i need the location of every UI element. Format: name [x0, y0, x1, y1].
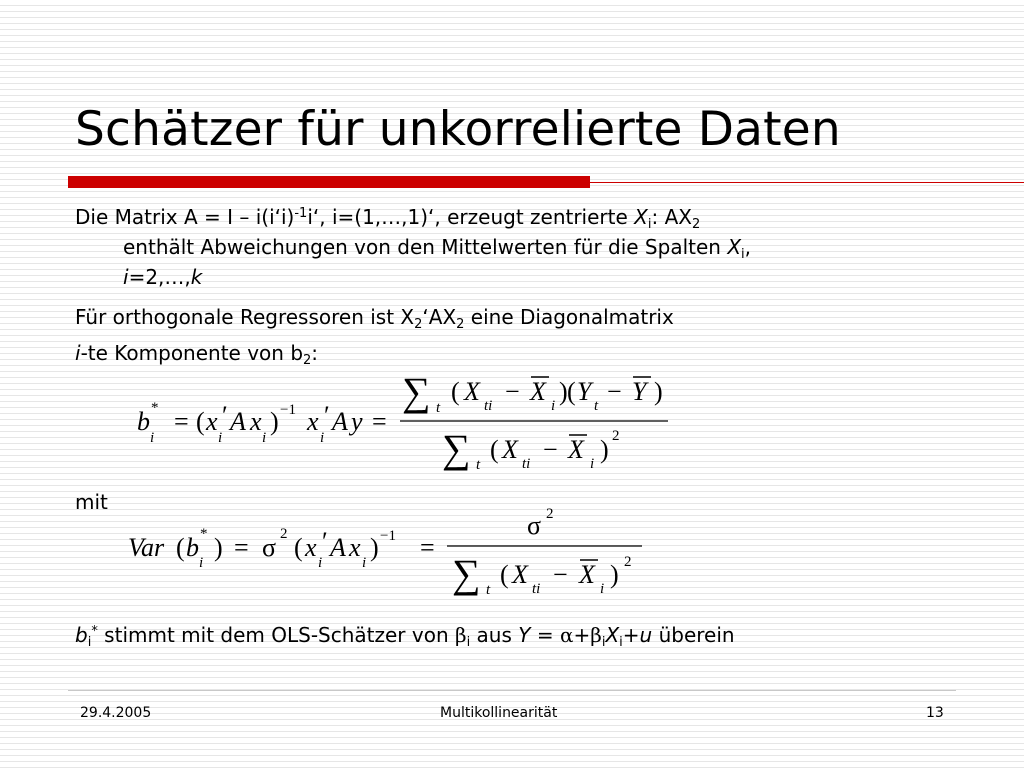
- formula-symbol: b: [137, 407, 150, 436]
- formula-symbol: =: [174, 407, 189, 436]
- formula-symbol: Y: [632, 377, 647, 406]
- formula-symbol: i: [150, 430, 155, 446]
- formula-symbol: =: [234, 533, 249, 562]
- text-fragment: +: [573, 623, 591, 647]
- formula-symbol: *: [151, 400, 159, 416]
- formula-symbol: i: [600, 581, 605, 597]
- text-fragment: β: [590, 623, 602, 647]
- formula-symbol: Y: [577, 377, 592, 406]
- formula-symbol: ): [270, 407, 279, 436]
- formula-symbol: x: [305, 533, 317, 562]
- formula-symbol: 2: [546, 506, 554, 522]
- formula-symbol: A: [330, 533, 346, 562]
- formula-symbol: i: [199, 555, 204, 571]
- text-fragment: i: [123, 265, 129, 289]
- text-fragment: k: [190, 265, 203, 289]
- formula-symbol: =: [420, 533, 435, 562]
- text-fragment: X: [605, 623, 620, 647]
- text-fragment: i‘, i=(1,…,1)‘, erzeugt zentrierte: [307, 205, 635, 229]
- formula-symbol: y: [351, 407, 363, 436]
- formula-symbol: ∑: [402, 369, 431, 414]
- formula-symbol: (: [176, 533, 185, 562]
- formula-symbol: i: [590, 456, 595, 472]
- text-fragment: i: [466, 635, 471, 650]
- formula-symbol: ): [654, 377, 663, 406]
- text-fragment: 2: [456, 317, 465, 332]
- text-fragment: stimmt mit dem OLS-Schätzer von: [97, 623, 455, 647]
- text-fragment: i: [75, 341, 81, 365]
- formula-symbol: 2: [612, 428, 620, 444]
- formula-symbol: −1: [380, 528, 396, 544]
- formula-symbol: ∑: [452, 551, 481, 596]
- text-fragment: u: [639, 623, 653, 647]
- formula-symbol: t: [436, 400, 441, 416]
- formula-symbol: X: [568, 435, 584, 464]
- formula-symbol: t: [486, 582, 491, 598]
- formula-symbol: i: [218, 430, 223, 446]
- text-fragment: X: [727, 235, 742, 259]
- formula-symbol: (: [196, 407, 205, 436]
- formula-symbol: ′: [322, 527, 328, 556]
- paragraph-ols: [75, 620, 735, 650]
- formula-symbol: ti: [484, 398, 493, 414]
- formula-symbol: ∑: [442, 426, 471, 471]
- text-fragment: 2: [691, 217, 701, 232]
- footer-topic: Multikollinearität: [440, 705, 558, 721]
- formula-symbol: x: [250, 407, 262, 436]
- text-fragment: Y: [518, 623, 531, 647]
- formula-symbol: i: [262, 430, 267, 446]
- text-fragment: 2: [414, 317, 423, 332]
- formula-symbol: x: [206, 407, 218, 436]
- text-fragment: i: [619, 635, 623, 650]
- formula-symbol: *: [200, 526, 208, 542]
- formula-symbol: −1: [280, 402, 296, 418]
- text-fragment: ‘AX: [422, 305, 457, 329]
- formula-symbol: x: [307, 407, 319, 436]
- formula-symbol: ′: [222, 401, 228, 430]
- slide-title: Schätzer für unkorrelierte Daten: [75, 102, 841, 157]
- text-fragment: +: [622, 623, 640, 647]
- formula-symbol: ): [370, 533, 379, 562]
- text-fragment: =2,…,: [128, 265, 191, 289]
- formula-symbol: −: [607, 377, 622, 406]
- formula-symbol: X: [530, 377, 546, 406]
- text-fragment: Für orthogonale Regressoren ist X: [75, 305, 415, 329]
- text-fragment: =: [530, 623, 560, 647]
- formula-symbol: −: [505, 377, 520, 406]
- formula-symbol: σ: [527, 511, 542, 540]
- footer-date: 29.4.2005: [80, 705, 152, 721]
- text-fragment: :: [311, 341, 319, 365]
- formula-symbol: X: [502, 435, 518, 464]
- formula-symbol: i: [318, 555, 323, 571]
- formula-symbol: b: [186, 533, 199, 562]
- formula-symbol: x: [349, 533, 361, 562]
- text-fragment: ,: [744, 235, 752, 259]
- text-fragment: *: [91, 624, 98, 639]
- formula-symbol: =: [372, 407, 387, 436]
- formula-symbol: (: [294, 533, 303, 562]
- text-fragment: β: [455, 623, 467, 647]
- formula-symbol: i: [320, 430, 325, 446]
- formula-symbol: 2: [280, 526, 288, 542]
- text-fragment: aus: [470, 623, 519, 647]
- text-fragment: [128, 506, 554, 571]
- text-fragment: i: [601, 635, 606, 650]
- formula-symbol: (: [567, 377, 576, 406]
- formula-symbol: ′: [324, 401, 330, 430]
- formula-symbol: A: [332, 407, 348, 436]
- formula-symbol: −: [543, 435, 558, 464]
- text-fragment: : AX: [651, 205, 692, 229]
- text-fragment: i: [741, 247, 745, 262]
- text-fragment: -1: [294, 206, 308, 221]
- label-mit: mit: [75, 490, 108, 514]
- formula-symbol: ti: [522, 456, 531, 472]
- formula-symbol: A: [230, 407, 246, 436]
- text-fragment: Die Matrix A = I – i(i‘i): [75, 205, 295, 229]
- formula-symbol: t: [594, 398, 599, 414]
- text-fragment: α: [559, 623, 574, 647]
- formula-symbol: σ: [262, 533, 277, 562]
- formula-symbol: X: [579, 560, 595, 589]
- formula-symbol: ): [214, 533, 223, 562]
- text-fragment: i: [87, 635, 92, 650]
- text-fragment: überein: [652, 623, 735, 647]
- text-fragment: X: [634, 205, 648, 229]
- text-fragment: [452, 551, 632, 598]
- footer-page-number: 13: [926, 705, 944, 721]
- formula-symbol: i: [551, 398, 556, 414]
- formula-symbol: ): [600, 435, 609, 464]
- formula-symbol: X: [512, 560, 528, 589]
- formula-symbol: Var: [128, 533, 165, 562]
- text-fragment: b: [75, 623, 88, 647]
- formula-symbol: ): [610, 560, 619, 589]
- formula-symbol: X: [464, 377, 480, 406]
- formula-symbol: (: [490, 435, 499, 464]
- formula-symbol: (: [451, 377, 460, 406]
- formula-symbol: ti: [532, 581, 541, 597]
- footer-divider: [68, 690, 956, 691]
- formula-symbol: i: [362, 555, 367, 571]
- formula-symbol: ): [559, 377, 568, 406]
- formula-symbol: t: [476, 457, 481, 473]
- text-fragment: i: [647, 217, 652, 232]
- text-fragment: enthält Abweichungen von den Mittelwerten für die Spalten: [123, 235, 728, 259]
- text-fragment: 2: [303, 353, 312, 368]
- text-fragment: eine Diagonalmatrix: [464, 305, 674, 329]
- formula-symbol: (: [500, 560, 509, 589]
- text-fragment: -te Komponente von b: [80, 341, 304, 365]
- formula-symbol: −: [553, 560, 568, 589]
- formula-symbol: 2: [624, 554, 632, 570]
